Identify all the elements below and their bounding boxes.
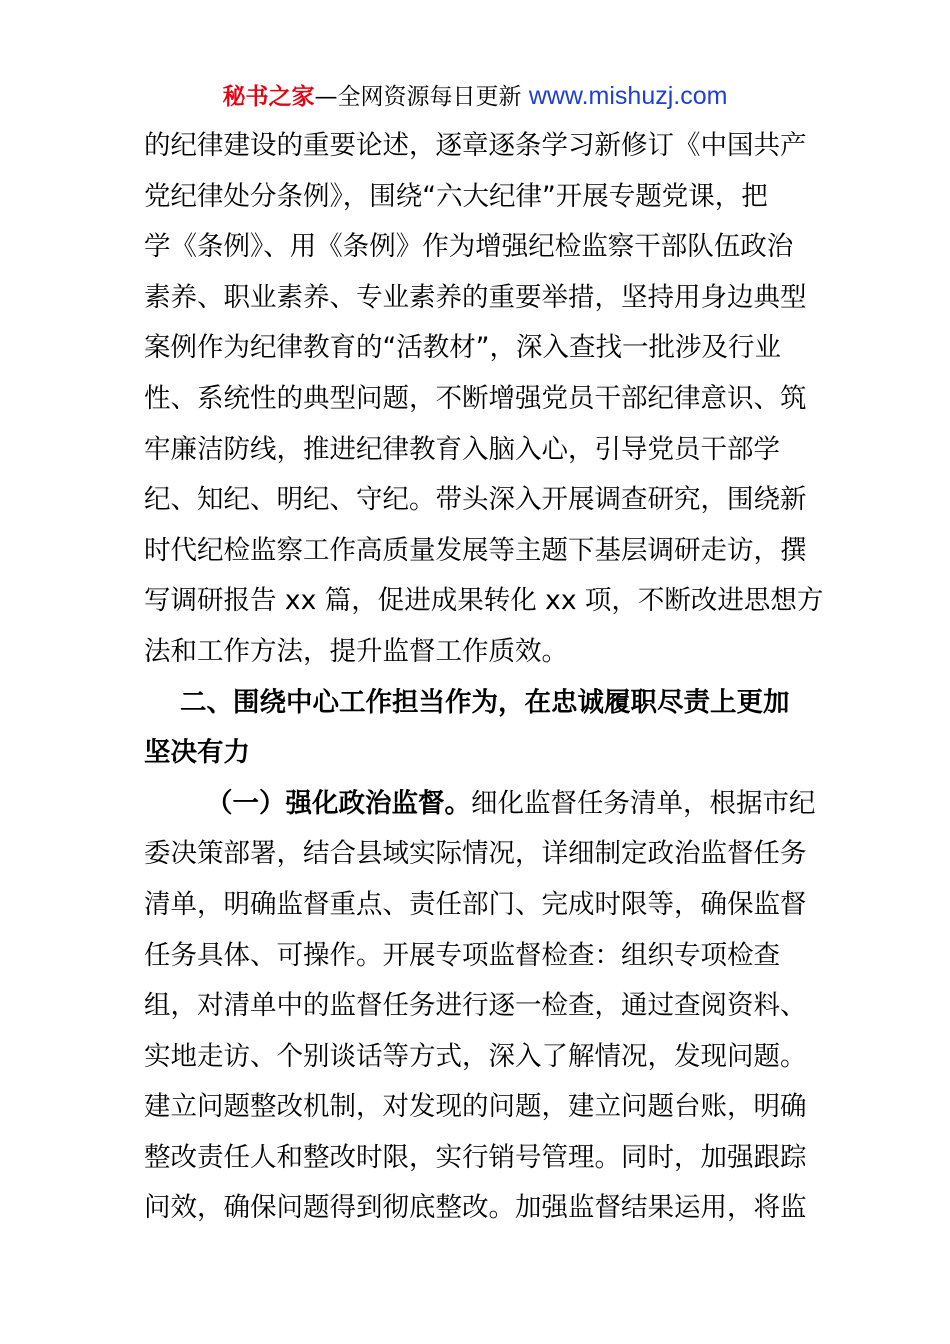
section-heading: 二、围绕中心工作担当作为，在忠诚履职尽责上更加: [180, 686, 790, 718]
paragraph-line: 组，对清单中的监督任务进行逐一检查，通过查阅资料、: [144, 990, 807, 1022]
subsection-first-line: [144, 779, 816, 830]
paragraph-line: 委决策部署，结合县域实际情况，详细制定政治监督任务: [144, 838, 807, 870]
paragraph-line: 学《条例》、用《条例》作为增强纪检监察干部队伍政治: [144, 231, 794, 263]
paragraph-line: 牢廉洁防线，推进纪律教育入脑入心，引导党员干部学: [144, 433, 780, 465]
paragraph-line: 法和工作方法，提升监督工作质效。: [144, 635, 568, 667]
paragraph-line: 纪、知纪、明纪、守纪。带头深入开展调查研究，围绕新: [144, 484, 807, 516]
paragraph-line: 实地走访、个别谈话等方式，深入了解情况，发现问题。: [144, 1040, 807, 1072]
site-url[interactable]: www.mishuzj.com: [528, 82, 728, 110]
site-header: [0, 78, 950, 115]
paragraph-line: 整改责任人和整改时限，实行销号管理。同时，加强跟踪: [144, 1141, 807, 1173]
paragraph-line: 素养、职业素养、专业素养的重要举措，坚持用身边典型: [144, 281, 807, 313]
subsection-text: 细化监督任务清单，根据市纪: [471, 787, 816, 819]
paragraph-line: 写调研报告 xx 篇，促进成果转化 xx 项，不断改进思想方: [144, 585, 824, 617]
paragraph-line: 的纪律建设的重要论述，逐章逐条学习新修订《中国共产: [144, 130, 807, 161]
paragraph-line: 性、系统性的典型问题，不断增强党员干部纪律意识、筑: [144, 382, 807, 414]
subsection-title: （一）强化政治监督。: [206, 787, 471, 819]
paragraph-line: 任务具体、可操作。开展专项监督检查：组织专项检查: [144, 939, 780, 971]
paragraph-line: 问效，确保问题得到彻底整改。加强监督结果运用，将监: [144, 1192, 807, 1224]
paragraph-line: 党纪律处分条例》，围绕“六大纪律”开展专题党课，把: [144, 180, 768, 212]
document-body: [144, 121, 824, 1234]
paragraph-line: 建立问题整改机制，对发现的问题，建立问题台账，明确: [144, 1091, 807, 1123]
brand-name: 秘书之家: [222, 84, 315, 110]
paragraph-line: 案例作为纪律教育的“活教材”，深入查找一批涉及行业: [144, 332, 781, 364]
section-heading: 坚决有力: [144, 737, 250, 769]
paragraph-line: 时代纪检监察工作高质量发展等主题下基层调研走访，撰: [144, 534, 807, 566]
header-tagline: —全网资源每日更新: [314, 84, 522, 110]
paragraph-line: 清单，明确监督重点、责任部门、完成时限等，确保监督: [144, 888, 807, 920]
